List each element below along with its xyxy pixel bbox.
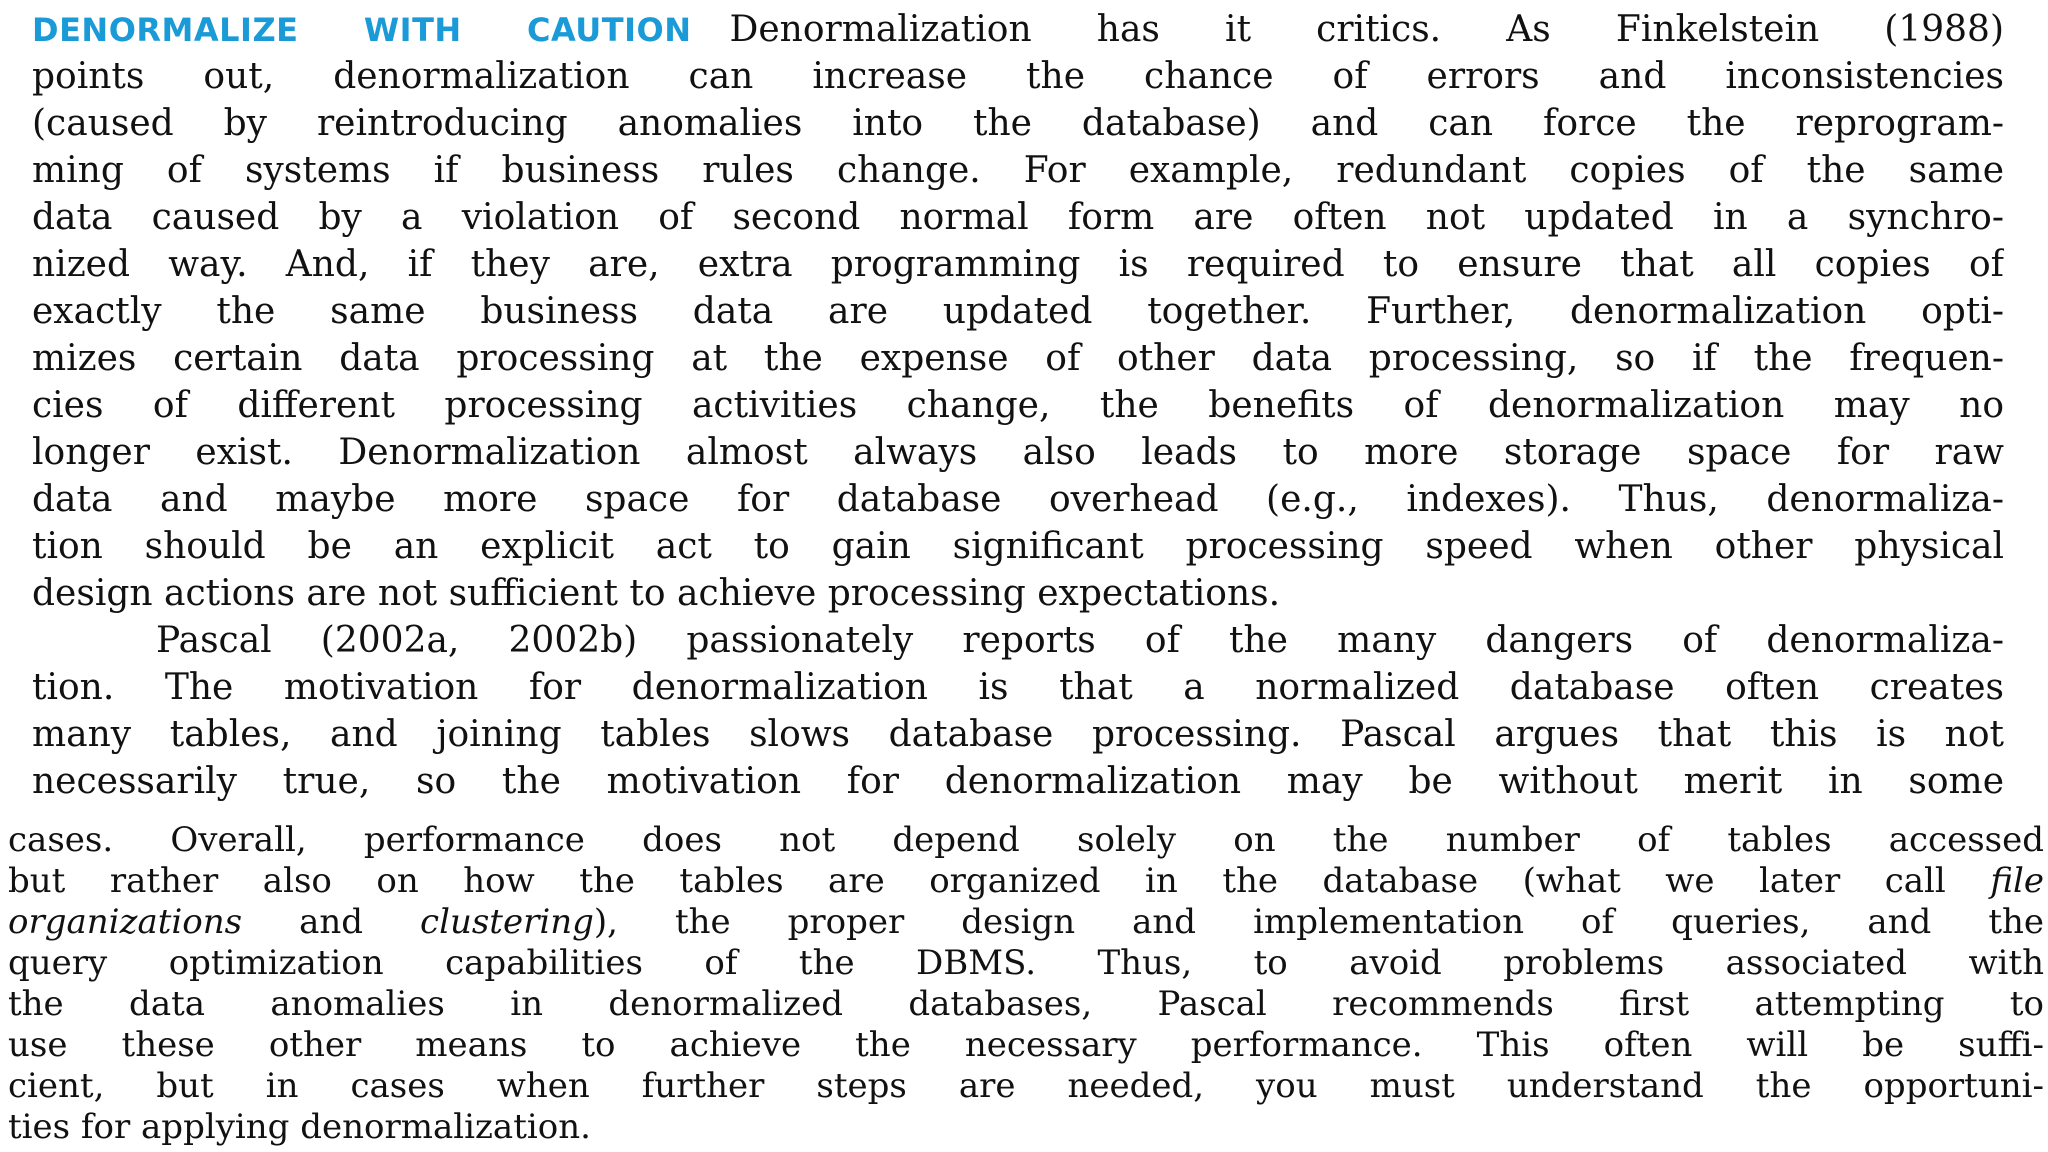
- paragraph-line: points out, denormalization can increase the chance of errors and inconsistencies: [32, 56, 2004, 97]
- paragraph-line: [8, 902, 2044, 943]
- paragraph-line: data caused by a violation of second normal form are often not updated in a synchro-: [32, 197, 2004, 238]
- paragraph-line: tion should be an explicit act to gain significant processing speed when other physical: [32, 526, 2004, 567]
- paragraph-line: (caused by reintroducing anomalies into the database) and can force the reprogram-: [32, 103, 2004, 144]
- paragraph-line: query optimization capabilities of the DBMS. Thus, to avoid problems associated with: [8, 943, 2044, 983]
- lower-text-block: [8, 820, 2044, 1152]
- line-text: but rather also on how the tables are organized in the database (what we later call: [8, 861, 1946, 901]
- line-text: ), the proper design and implementation of queries, and the: [593, 902, 2044, 942]
- paragraph-line: cies of different processing activities change, the benefits of denormalization may no: [32, 385, 2004, 426]
- paragraph-line: nized way. And, if they are, extra programming is required to ensure that all copies of: [32, 244, 2004, 285]
- paragraph-line: cases. Overall, performance does not depend solely on the number of tables accessed: [8, 820, 2044, 860]
- paragraph-line: cient, but in cases when further steps are needed, you must understand the opportuni-: [8, 1066, 2044, 1106]
- italic-term: clustering: [420, 902, 594, 942]
- upper-text-block: [32, 6, 2004, 806]
- paragraph-line: ming of systems if business rules change. For example, redundant copies of the same: [32, 150, 2004, 191]
- paragraph-line: longer exist. Denormalization almost always also leads to more storage space for raw: [32, 432, 2004, 473]
- italic-term: organizations: [8, 902, 243, 942]
- paragraph-line: the data anomalies in denormalized databases, Pascal recommends first attempting to: [8, 984, 2044, 1024]
- paragraph-line: design actions are not sufficient to achieve processing expectations.: [32, 573, 1281, 614]
- italic-term: file: [1990, 861, 2044, 901]
- second-paragraph-line: Pascal (2002a, 2002b) passionately reports of the many dangers of denormaliza-: [156, 620, 2004, 661]
- second-paragraph-line: necessarily true, so the motivation for denormalization may be without merit in some: [32, 761, 2004, 802]
- second-paragraph-line: many tables, and joining tables slows database processing. Pascal argues that this is not: [32, 714, 2004, 755]
- second-paragraph-line: tion. The motivation for denormalization is that a normalized database often creates: [32, 667, 2004, 708]
- paragraph-line: [8, 861, 2044, 902]
- paragraph-line: ties for applying denormalization.: [8, 1107, 591, 1147]
- first-line-text: Denormalization has it critics. As Finkelstein (1988): [729, 9, 2004, 50]
- first-line: [32, 6, 2004, 53]
- paragraph-line: exactly the same business data are updated together. Further, denormalization opti-: [32, 291, 2004, 332]
- paragraph-line: use these other means to achieve the necessary performance. This often will be suffi-: [8, 1025, 2044, 1065]
- section-heading: DENORMALIZE WITH CAUTION: [32, 11, 692, 49]
- paragraph-line: data and maybe more space for database overhead (e.g., indexes). Thus, denormaliza-: [32, 479, 2004, 520]
- paragraph-line: mizes certain data processing at the expense of other data processing, so if the frequen-: [32, 338, 2004, 379]
- line-text: and: [299, 902, 364, 942]
